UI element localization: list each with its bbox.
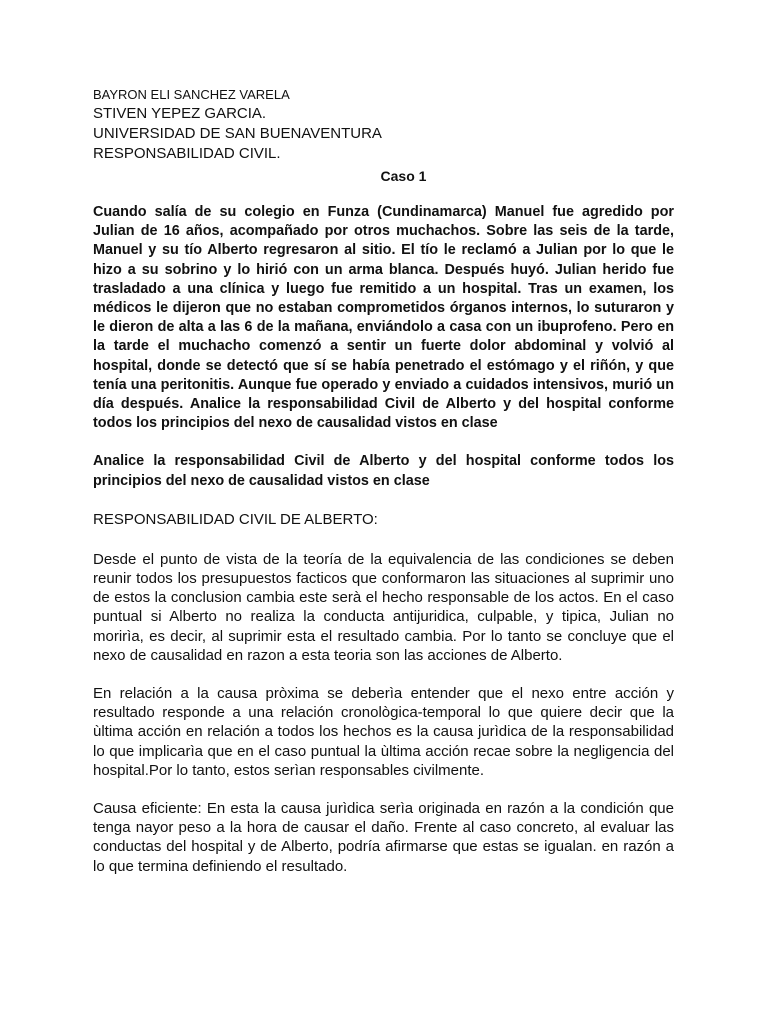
paragraph-equivalencia: Desde el punto de vista de la teoría de la equivalencia de las condiciones se deben reunir todos los presupuestos facticos que conformaron las situaciones al suprimir uno de estos la conclusion cambia este serà el hecho responsable de los actos. En el caso puntual si Alberto no realiza la conducta antijuridica, culpable, y tipica, Julian no morirìa, es decir, al suprimir esta el resultado cambia. Por lo tanto se concluye que el nexo de causalidad en razon a esta teoria son las acciones de Alberto.: [93, 550, 674, 664]
case-title: Caso 1: [380, 168, 427, 184]
paragraph-causa-proxima: En relación a la causa pròxima se deberìa entender que el nexo entre acción y resultado responde a una relación cronològica-temporal lo que quiere decir que la ùltima acción en relación a todos los hechos es la causa jurìdica de la responsabilidad lo que implicarìa que en el caso puntual la ùltima acción recae sobre la negligencia del hospital.Por lo tanto, estos serìan responsables civilmente.: [93, 685, 674, 779]
university-name: UNIVERSIDAD DE SAN BUENAVENTURA: [93, 125, 382, 142]
paragraph-causa-eficiente: Causa eficiente: En esta la causa jurìdica serìa originada en razón a la condición que tenga nayor peso a la hora de causar el daño. Frente al caso concreto, al evaluar las conductas del hospital y de Alberto, podría afirmarse que estas se igualan. en razón a lo que termina definiendo el resultado.: [93, 800, 674, 875]
case-question: Analice la responsabilidad Civil de Alberto y del hospital conforme todos los principios del nexo de causalidad vistos en clase: [93, 453, 674, 489]
section-heading: RESPONSABILIDAD CIVIL DE ALBERTO:: [93, 510, 378, 528]
case-statement: Cuando salía de su colegio en Funza (Cundinamarca) Manuel fue agredido por Julian de 16 años, acompañado por otros muchachos. Sobre las seis de la tarde, Manuel y su tío Alberto regresaron al sitio. El tío le reclamó a Julian por lo que le hizo a su sobrino y lo hirió con un arma blanca. Después huyó. Julian herido fue trasladado a una clínica y luego fue remitido a un hospital. Tras un examen, los médicos le dijeron que no estaban comprometidos órganos internos, lo suturaron y le dieron de alta a las 6 de la mañana, enviándolo a casa con un ibuprofeno. Pero en la tarde el muchacho comenzó a sentir un fuerte dolor abdominal y volvió al hospital, donde se detectó que sí se había penetrado el estómago y el riñón, y que tenía una peritonitis. Aunque fue operado y enviado a cuidados intensivos, murió un día después. Analice la responsabilidad Civil de Alberto y del hospital conforme todos los principios del nexo de causalidad vistos en clase: [93, 204, 674, 432]
course-name: RESPONSABILIDAD CIVIL.: [93, 145, 281, 162]
document-page: [93, 86, 674, 876]
author-name-1: BAYRON ELI SANCHEZ VARELA: [93, 87, 290, 102]
author-name-2: STIVEN YEPEZ GARCIA.: [93, 105, 267, 122]
